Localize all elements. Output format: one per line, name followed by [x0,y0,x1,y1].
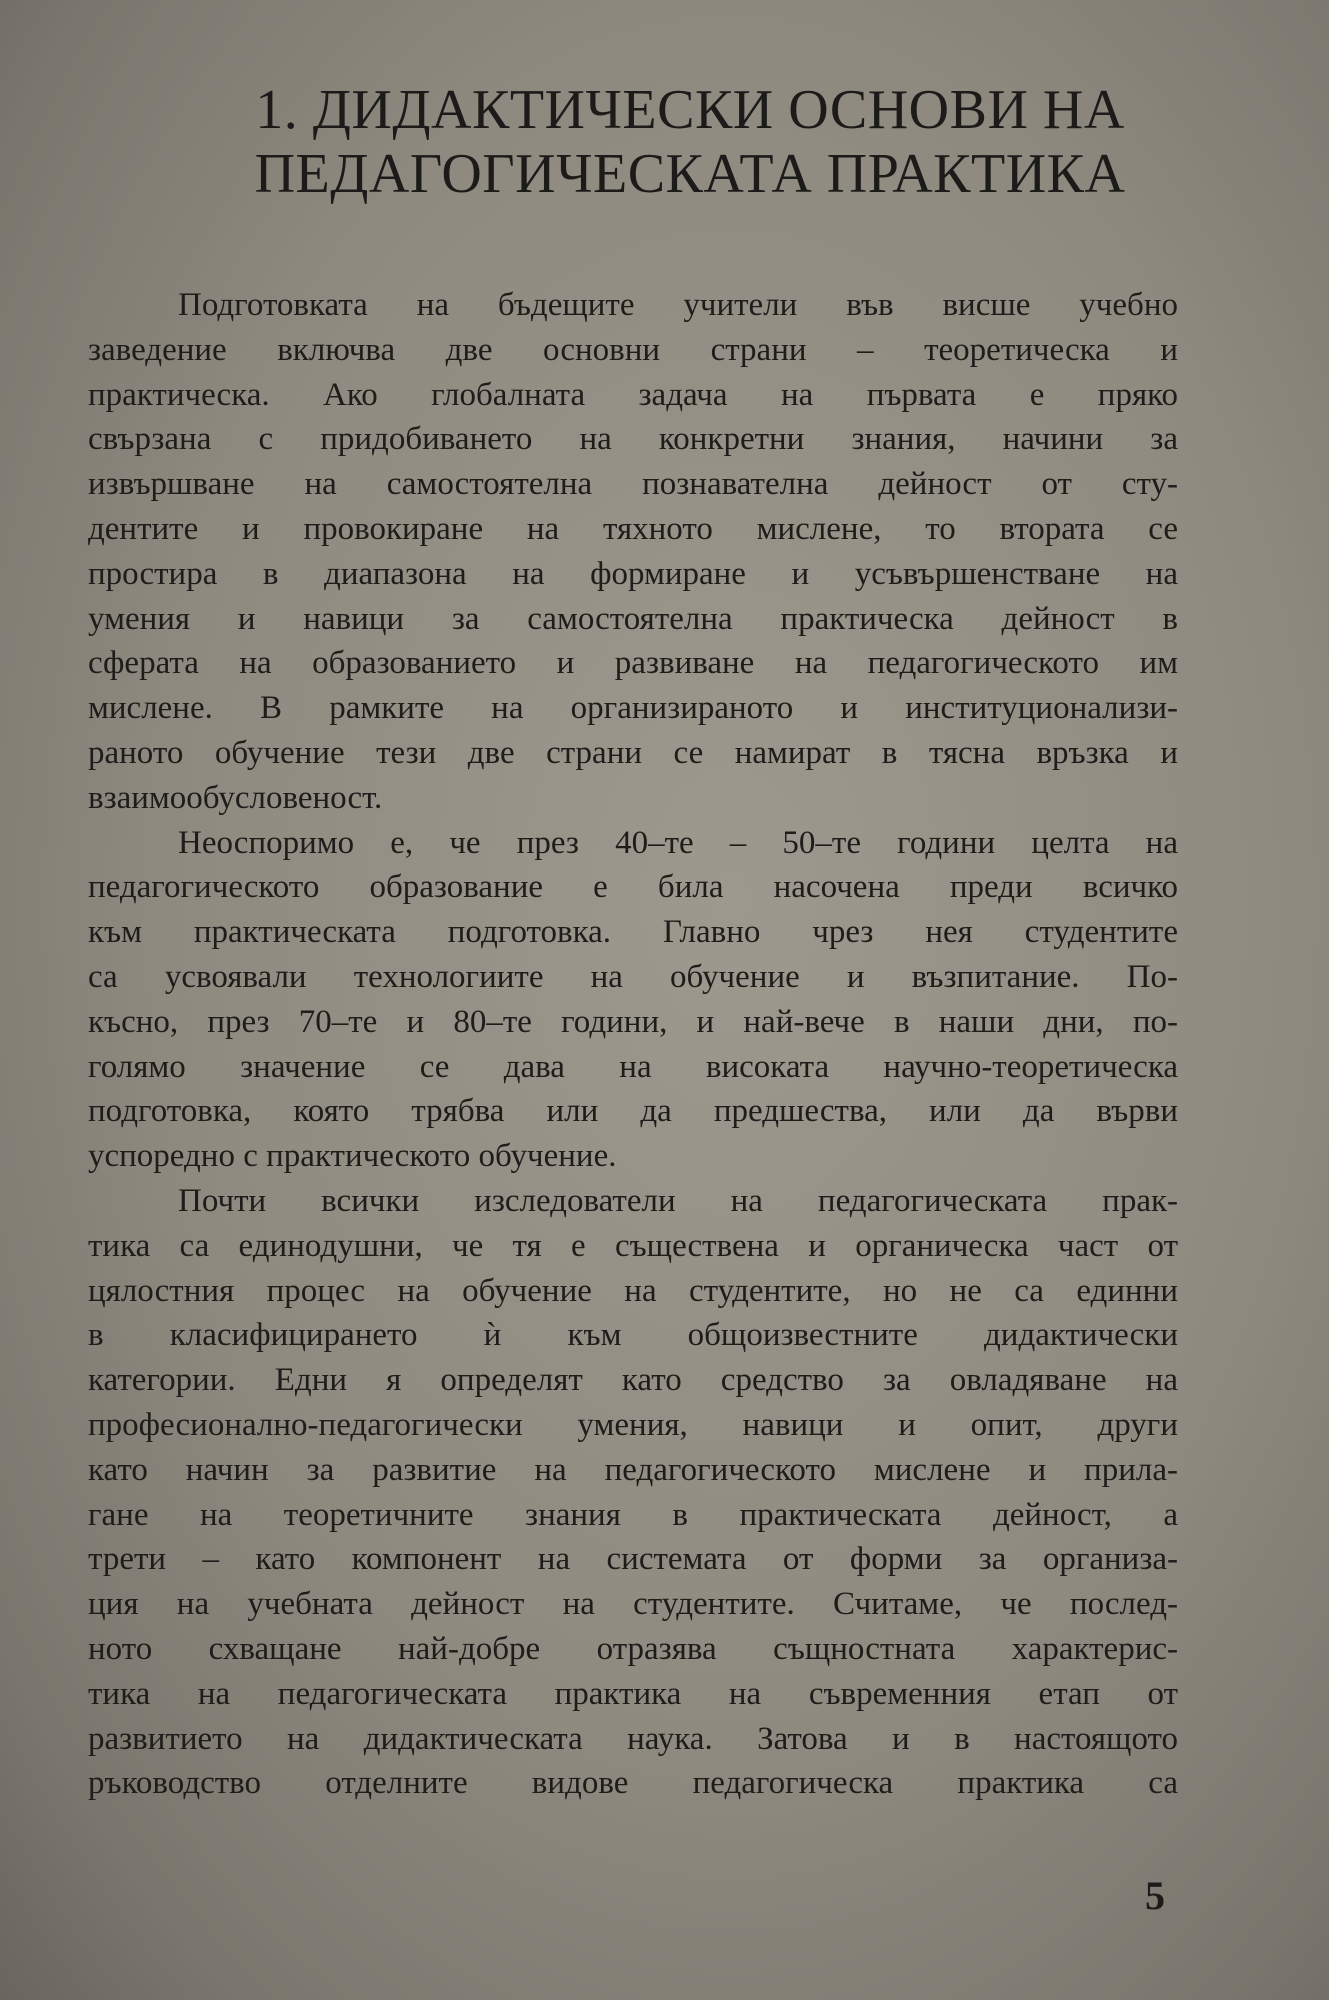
text-line: цялостния процес на обучение на студентите, но не са единни [88,1272,1178,1309]
text-line: заведение включва две основни страни – теоретическа и [88,331,1178,368]
text-line: трети – като компонент на системата от форми за организа- [88,1541,1178,1578]
chapter-title-line-1: 1. ДИДАКТИЧЕСКИ ОСНОВИ НА [255,79,1125,141]
paragraph [88,821,1178,1179]
text-line: категории. Едни я определят като средство за овладяване на [88,1362,1178,1399]
text-line: извършване на самостоятелна познавателна дейност от сту- [88,466,1178,503]
text-line: ното схващане най-добре отразява същностната характерис- [88,1630,1178,1667]
text-line: в класифицирането ѝ към общоизвестните дидактически [88,1317,1178,1354]
body-text [88,283,1178,1806]
text-line: голямо значение се дава на високата научно-теоретическа [88,1048,1178,1085]
text-line: умения и навици за самостоятелна практическа дейност в [88,600,1178,637]
chapter-title [120,78,1260,206]
text-line: късно, през 70–те и 80–те години, и най-вече в наши дни, по- [88,1003,1178,1040]
text-line: ция на учебната дейност на студентите. Считаме, че послед- [88,1586,1178,1623]
text-line: Подготовката на бъдещите учители във висше учебно [178,287,1178,323]
text-line: подготовка, която трябва или да предшества, или да върви [88,1093,1178,1130]
text-line: Неоспоримо е, че през 40–те – 50–те години целта на [178,824,1178,861]
text-line: мислене. В рамките на организираното и институционализи- [88,690,1178,727]
text-line: педагогическото образование е била насочена преди всичко [88,869,1178,906]
text-line: свързана с придобиването на конкретни знания, начини за [88,421,1178,458]
chapter-title-line-2: ПЕДАГОГИЧЕСКАТА ПРАКТИКА [254,143,1126,205]
paragraph [88,283,1178,821]
text-line: към практическата подготовка. Главно чрез нея студентите [88,914,1178,951]
page-number: 5 [1145,1873,1165,1918]
text-line: гане на теоретичните знания в практическата дейност, а [88,1496,1178,1533]
text-line: като начин за развитие на педагогическото мислене и прила- [88,1451,1178,1488]
text-line: тика са единодушни, че тя е съществена и органическа част от [88,1227,1178,1264]
text-line: раното обучение тези две страни се намират в тясна връзка и [88,734,1178,771]
text-line: професионално-педагогически умения, навици и опит, други [88,1406,1178,1443]
text-line: взаимообусловеност. [88,779,383,816]
text-line: простира в диапазона на формиране и усъвършенстване на [88,555,1178,592]
text-line: ръководство отделните видове педагогическа практика са [88,1765,1178,1802]
text-line: са усвоявали технологиите на обучение и възпитание. По- [88,958,1178,995]
text-line: развитието на дидактическата наука. Затова и в настоящото [88,1720,1178,1757]
paragraph [88,1179,1178,1806]
text-line: практическа. Ако глобалната задача на първата е пряко [88,376,1178,413]
text-line: сферата на образованието и развиване на педагогическото им [88,645,1178,682]
text-line: Почти всички изследователи на педагогическата прак- [178,1182,1178,1219]
text-line: успоредно с практическото обучение. [88,1138,617,1175]
text-line: дентите и провокиране на тяхното мислене, то втората се [88,510,1178,547]
text-line: тика на педагогическата практика на съвременния етап от [88,1675,1178,1712]
